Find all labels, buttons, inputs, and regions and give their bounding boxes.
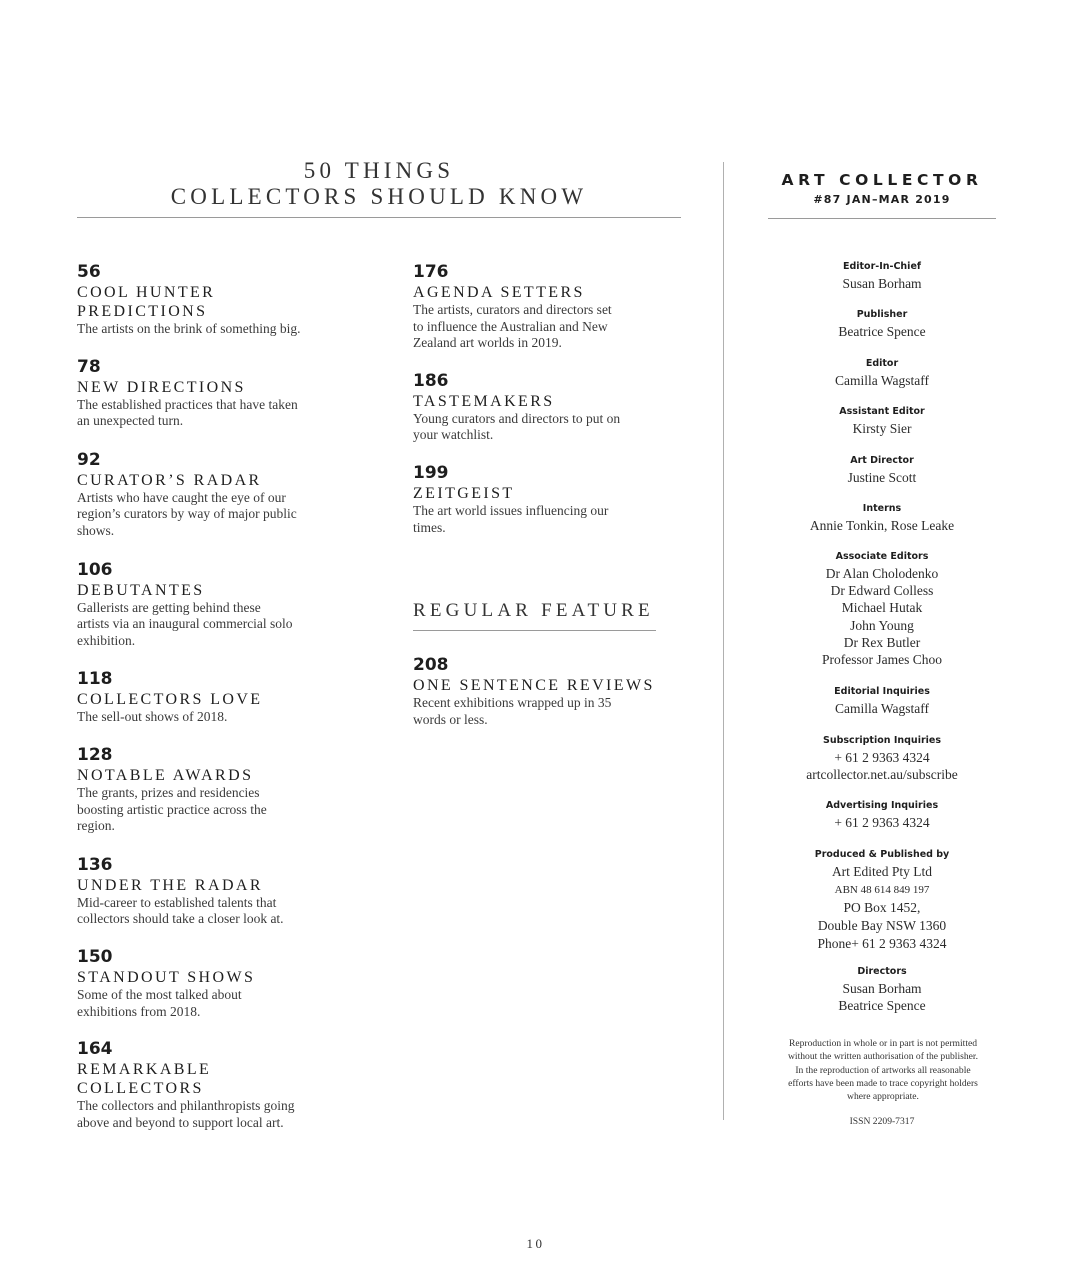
credit-block bbox=[768, 454, 996, 486]
entry-title: STANDOUT SHOWS bbox=[77, 968, 256, 986]
credit-block bbox=[768, 308, 996, 340]
contents-entry[interactable] bbox=[77, 560, 337, 650]
entry-description: The grants, prizes and residencies boosting artistic practice across the region. bbox=[77, 784, 267, 834]
credit-name: Justine Scott bbox=[847, 470, 917, 485]
entry-title: COLLECTORS LOVE bbox=[77, 691, 263, 709]
entry-description: Some of the most talked about exhibitions from 2018. bbox=[77, 986, 242, 1019]
credit-name: + 61 2 9363 4324 bbox=[834, 815, 930, 830]
credit-block bbox=[768, 260, 996, 292]
entry-description: The artists on the brink of something big. bbox=[77, 321, 301, 336]
copyright-notice: Reproduction in whole or in part is not permitted without the written authorisation of the publisher. In the reproduction of artworks all reasonable efforts have been made to trace copyright holders where appropriate. bbox=[788, 1038, 978, 1103]
regular-feature-divider bbox=[413, 630, 656, 631]
feature-heading-line-1: 50 THINGS bbox=[303, 158, 455, 183]
credit-name: Dr Alan Cholodenko Dr Edward Colless Michael Hutak John Young Dr Rex Butler Professor James Choo bbox=[822, 566, 942, 668]
page-number-label: 92 bbox=[77, 449, 101, 470]
contents-entry[interactable] bbox=[413, 463, 658, 536]
entry-description: Artists who have caught the eye of our region’s curators by way of major public shows. bbox=[77, 489, 297, 538]
credit-role: Art Director bbox=[850, 455, 914, 466]
contents-entry[interactable] bbox=[77, 947, 337, 1020]
contents-entry[interactable] bbox=[77, 450, 337, 540]
page-number-label: 106 bbox=[77, 559, 113, 580]
contents-entry[interactable] bbox=[77, 357, 337, 430]
entry-description: Gallerists are getting behind these artists via an inaugural commercial solo exhibition. bbox=[77, 599, 293, 648]
credit-role: Editorial Inquiries bbox=[834, 686, 930, 697]
page-number-label: 150 bbox=[77, 946, 113, 967]
credit-name: Kirsty Sier bbox=[852, 421, 912, 436]
regular-feature-heading: REGULAR FEATURE bbox=[413, 600, 654, 621]
credit-block bbox=[768, 799, 996, 831]
credit-name: Susan Borham Beatrice Spence bbox=[838, 981, 926, 1014]
credit-name: + 61 2 9363 4324 artcollector.net.au/subscribe bbox=[768, 749, 996, 783]
entry-title: TASTEMAKERS bbox=[413, 392, 555, 410]
credit-block bbox=[768, 405, 996, 437]
contents-entry[interactable] bbox=[413, 655, 658, 728]
issue-label: #87 JAN–MAR 2019 bbox=[813, 193, 951, 206]
credit-name: Art Edited Pty Ltd ABN 48 614 849 197 PO Box 1452, Double Bay NSW 1360 Phone+ 61 2 9363 4324 bbox=[817, 864, 947, 951]
entry-description: The sell-out shows of 2018. bbox=[77, 709, 228, 725]
credit-role: Associate Editors bbox=[835, 551, 929, 562]
credit-role: Advertising Inquiries bbox=[825, 800, 939, 811]
entry-description: The art world issues influencing our times. bbox=[413, 502, 609, 535]
entry-title: UNDER THE RADAR bbox=[77, 876, 263, 894]
credit-role: Directors bbox=[857, 966, 907, 977]
credit-role: Editor-In-Chief bbox=[842, 261, 922, 272]
credit-block bbox=[768, 685, 996, 717]
heading-divider bbox=[77, 217, 681, 218]
feature-heading bbox=[77, 158, 681, 210]
regular-feature-section bbox=[413, 655, 658, 728]
entry-description: Recent exhibitions wrapped up in 35 words or less. bbox=[413, 695, 612, 727]
credit-role: Subscription Inquiries bbox=[823, 735, 941, 746]
entry-title: REMARKABLE COLLECTORS bbox=[77, 1061, 212, 1098]
contents-middle-column bbox=[413, 262, 658, 536]
feature-heading-line-2: COLLECTORS SHOULD KNOW bbox=[170, 184, 588, 209]
entry-title: COOL HUNTER PREDICTIONS bbox=[77, 284, 216, 320]
contents-left-column bbox=[77, 262, 337, 1131]
entry-description: Mid-career to established talents that collectors should take a closer look at. bbox=[77, 894, 284, 927]
contents-entry[interactable] bbox=[77, 1039, 337, 1131]
page-number-label: 128 bbox=[77, 744, 113, 765]
contents-entry[interactable] bbox=[77, 262, 337, 338]
credit-block bbox=[768, 502, 996, 534]
magazine-name: ART COLLECTOR bbox=[781, 171, 983, 189]
entry-description: Young curators and directors to put on your watchlist. bbox=[413, 410, 621, 443]
credit-name: Camilla Wagstaff bbox=[834, 701, 930, 716]
page-number-label: 199 bbox=[413, 462, 449, 483]
entry-description: The established practices that have taken an unexpected turn. bbox=[77, 396, 298, 429]
contents-entry[interactable] bbox=[413, 262, 658, 352]
subscribe-link[interactable]: artcollector.net.au/subscribe bbox=[806, 767, 958, 783]
contents-entry[interactable] bbox=[77, 855, 337, 928]
column-divider bbox=[723, 162, 724, 1120]
entry-description: The collectors and philanthropists going above and beyond to support local art. bbox=[77, 1098, 295, 1130]
page-number-label: 56 bbox=[77, 262, 101, 282]
credit-block bbox=[768, 550, 996, 668]
credit-role: Interns bbox=[862, 503, 902, 514]
credit-block bbox=[768, 734, 996, 783]
credit-block bbox=[768, 357, 996, 389]
page-number: 10 bbox=[526, 1236, 545, 1251]
page-number-label: 208 bbox=[413, 655, 449, 675]
entry-title: ONE SENTENCE REVIEWS bbox=[413, 677, 655, 694]
credit-name: Susan Borham bbox=[842, 276, 922, 291]
credit-name: Beatrice Spence bbox=[838, 324, 926, 339]
page-number-label: 176 bbox=[413, 262, 449, 282]
page-number-label: 164 bbox=[77, 1039, 113, 1060]
credit-block bbox=[768, 848, 996, 953]
credit-role: Editor bbox=[865, 358, 899, 369]
credit-role: Assistant Editor bbox=[839, 406, 925, 417]
credit-name: Annie Tonkin, Rose Leake bbox=[809, 518, 955, 533]
contents-entry[interactable] bbox=[77, 745, 337, 835]
masthead-divider bbox=[768, 218, 996, 219]
entry-title: ZEITGEIST bbox=[413, 484, 515, 502]
page-number-label: 136 bbox=[77, 854, 113, 875]
entry-title: DEBUTANTES bbox=[77, 581, 205, 599]
page-number-label: 78 bbox=[77, 356, 101, 377]
credit-role: Publisher bbox=[856, 309, 908, 320]
contents-entry[interactable] bbox=[413, 371, 658, 444]
credit-name: Camilla Wagstaff bbox=[834, 373, 930, 388]
credit-role: Produced & Published by bbox=[814, 849, 950, 860]
entry-title: NEW DIRECTIONS bbox=[77, 378, 246, 396]
entry-title: NOTABLE AWARDS bbox=[77, 766, 254, 784]
page-number-label: 186 bbox=[413, 370, 449, 391]
entry-description: The artists, curators and directors set to influence the Australian and New Zealand art worlds in 2019. bbox=[413, 302, 612, 351]
credit-block bbox=[768, 965, 996, 1014]
page-number-label: 118 bbox=[77, 669, 113, 690]
entry-title: AGENDA SETTERS bbox=[413, 284, 585, 301]
contents-entry[interactable] bbox=[77, 669, 337, 726]
entry-title: CURATOR’S RADAR bbox=[77, 471, 262, 489]
issn-label: ISSN 2209-7317 bbox=[849, 1116, 915, 1127]
